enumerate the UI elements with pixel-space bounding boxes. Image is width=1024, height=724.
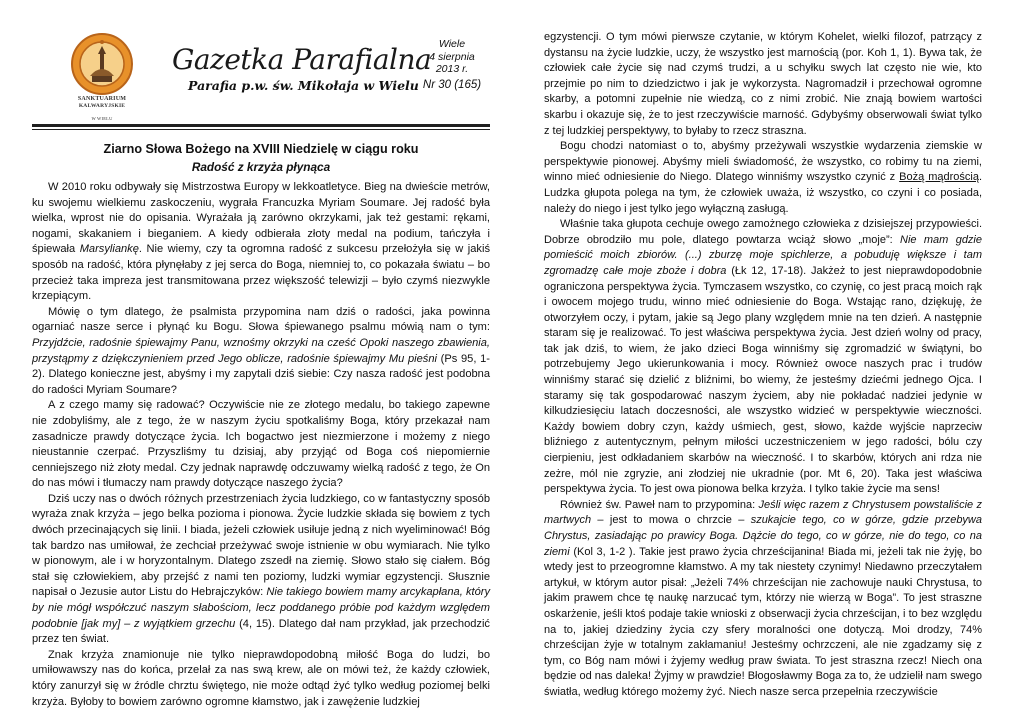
- right-column: [544, 30, 982, 701]
- logo-caption-line-3: W WIELU: [91, 116, 113, 121]
- issue-date: 4 sierpnia: [429, 50, 475, 63]
- article-subtitle: Radość z krzyża płynąca: [191, 160, 331, 174]
- paragraph-4: Dziś uczy nas o dwóch różnych przestrzeniach życia ludzkiego, co w fantastyczny sposób wyraża znak krzyża – jego belka pozioma i pionowa. Życie ludzkie składa się bowiem z tych dwóch przecinających się linii. I biada, jeżeli człowiek usiłuje jedną z nich wyeliminować! Bóg tak bardzo nas umiłował, że zechciał przeżywać swoje istnienie w obu wymiarach. Nie tylko w pionowym, ale i w horyzontalnym. Dlatego zszedł na ziemię. Słowo stało się ciałem. Bóg stał się człowiekiem, aby przejść z nami ten poziomy, ludzki wymiar egzystencji. Słusznie napisał o Jezusie autor Listu do Hebrajczyków: Nie takiego bowiem mamy arcykapłana, który by nie mógł współczuć naszym słabościom, lecz poddanego próbie pod każdym względem podobnie [jak my] – z wyjątkiem grzechu (4, 15). Dlatego dał nam przykład, jak przechodzić przez ten świat.: [32, 492, 490, 646]
- newsletter-title: Gazetka Parafialna: [172, 43, 432, 76]
- logo-caption-line-2: KALWARYJSKIE: [78, 103, 126, 109]
- issue-year: 2013 r.: [435, 63, 469, 75]
- header-rule-thick: [32, 124, 490, 127]
- issue-info: [414, 38, 490, 92]
- paragraph-6: egzystencji. O tym mówi pierwsze czytanie, w którym Kohelet, wielki filozof, patrzący z dystansu na życie ludzkie, uczy, że wszystko jest marnością (por. Koh 1, 1). Bywa tak, że człowiek całe życie się nad czymś trudzi, a u schyłku swych lat często nie wie, kto przejmie po nim to dziedzictwo i jak je wykorzysta. Nagromadził i przechował ogromne skarby, a potomni zupełnie nie wiedzą, co z nimi zrobić. Nie znają bowiem wartości skarbu i okazuje się, że to jest rzeczywiście marność. Gdybyśmy obserwowali świat tylko z tej ludzkiej perspektywy, to byłaby to rzecz straszna.: [544, 31, 982, 137]
- paragraph-9: Również św. Paweł nam to przypomina: Jeśli więc razem z Chrystusem powstaliście z martwych – jest to mowa o chrzcie – szukajcie tego, co w górze, gdzie przebywa Chrystus, zasiadając po prawicy Boga. Dążcie do tego, co w górze, nie do tego, co na ziemi (Kol 3, 1-2 ). Takie jest prawo życia chrześcijanina! Biada mi, jeżeli tak nie żyję, bo wtedy jest to przeogromne kłamstwo. A my tak niestety czynimy! Niedawno przeczytałem artykuł, w którym autor pisał: „Jeżeli 74% chrześcijan nie zachowuje nauki Chrystusa, to jakim prawem chce tę naukę narzucać tym, którzy nie wierzą w Boga”. To jest straszne oskarżenie, jeśli ktoś podaje takie wnioski z obserwacji życia chrześcijan, i to bez względu na to, jakiej dziedziny życia czy sfery moralności one dotyczą. Moi drodzy, 74% chrześcijan żyje w totalnym zakłamaniu! Jesteśmy ochrzczeni, ale nie zgadzamy się z tym, co Bóg nam mówi i żyjemy według praw świata. To jest straszna rzecz! Niech ona będzie od nas daleka! Żyjmy w prawdzie! Błogosławmy Boga za to, że udzielił nam swego światła, według którego możemy żyć. Niech nasze serca przepełnia rzeczywiście: [544, 498, 982, 698]
- parish-subtitle: Parafia p.w. św. Mikołaja w Wielu: [188, 78, 419, 93]
- left-column: [32, 30, 490, 710]
- paragraph-2: Mówię o tym dlatego, że psalmista przypomina nam dziś o radości, jaka powinna ogarniać nasze serce i płynąć ku Bogu. Słowa śpiewanego psalmu mówią nam o tym: Przyjdźcie, radośnie śpiewajmy Panu, wznośmy okrzyki na cześć Opoki naszego zbawienia, przystąpmy z dziękczynieniem przed Jego oblicze, radośnie śpiewajmy Mu pieśni (Ps 95, 1-2). Dlatego konieczne jest, abyśmy i my zapytali dziś siebie: Czy nasza radość jest podobna do radości Myriam Soumare?: [32, 305, 490, 396]
- title-block: [172, 43, 432, 93]
- article-title: Ziarno Słowa Bożego na XVIII Niedzielę w ciągu roku: [103, 142, 419, 156]
- logo-caption-line-1: SANKTUARIUM: [77, 96, 127, 102]
- sanctuary-emblem-icon: [66, 32, 138, 96]
- paragraph-7: Bogu chodzi natomiast o to, abyśmy przeżywali wszystkie wydarzenia ziemskie w perspektywie pionowej. Abyśmy mieli świadomość, że wszystko, co robimy tu na ziemi, winno mieć odniesienie do Niego. Dlatego winniśmy wszystko czynić z Bożą mądrością. Ludzka głupota polega na tym, że człowiek uważa, iż wszystko, co czyni i co posiada, należy do niego i jest tylko jego wyłączną zasługą.: [544, 140, 982, 215]
- paragraph-8: Właśnie taka głupota cechuje owego zamożnego człowieka z dzisiejszej przypowieści. Dobrze obrodziło mu pole, dlatego powtarza wciąż słowo „moje”: Nie mam gdzie pomieścić moich zbiorów. (...) zburzę moje spichlerze, a pobuduję większe i tam zgromadzę całe moje zboże i dobra (Łk 12, 17-18). Jakżeż to jest nieprawdopodobnie ograniczona perspektywa życia. Tymczasem wszystko, co czynię, co jest pracą moich rąk i owocem mojego trudu, winno mieć odniesienie do Boga. Wstając rano, dziękuję, że otworzyłem oczy, i pytam, jakie są Jego plany względem mnie na ten dzień. A następnie staram się je realizować. To jest właściwa perspektywa życia. Jest dzień wolny od pracy, tak jak dziś, to wiem, że jako dzieci Boga winniśmy się zgromadzić w świątyni, bo potrzebujemy Jego ukierunkowania i mocy. Również owoce naszych prac i trudów winniśmy starać się dzielić z bliźnimi, bo wiemy, że jesteśmy dziećmi jednego Ojca. I staramy się tak gospodarować naszym życiem, aby nie pokładać nadziei jedynie w kilkudziesięciu latach doczesności, ale wszystko widzieć w perspektywie wieczności. Każdy bowiem dobry czyn, każdy uśmiech, gest, słowo, każde wyjście naprzeciw bliźniego z autentycznym, pełnym miłości uczestniczeniem w jego radości, bólu czy cierpieniu, jest odkładaniem skarbów na wieczność. I to skarbów, których ani rdza nie zeżre, mól nie zgryzie, ani złodziej nie ukradnie (por. Mt 6, 20). Taka jest właściwa perspektywa życia. To jest owa pionowa belka krzyża. I tylko takie życie ma sens!: [544, 218, 982, 496]
- issue-number: Nr 30 (165): [422, 78, 482, 91]
- masthead: [32, 30, 490, 122]
- header-rule-thin: [32, 129, 490, 130]
- sanctuary-logo: [66, 32, 138, 121]
- paragraph-5: Znak krzyża znamionuje nie tylko nieprawdopodobną miłość Boga do ludzi, bo umiłowawszy nas do końca, przelał za nas swą krew, ale on mówi też, że każdy człowiek, który zanurzył się w źródle chrztu świętego, nie może odtąd żyć tylko według poziomej belki krzyża. Byłoby to bowiem zarówno ogromne kłamstwo, jak i zawężenie ludzkiej: [32, 648, 490, 708]
- paragraph-3: A z czego mamy się radować? Oczywiście nie ze złotego medalu, bo takiego zapewne nie zdobyliśmy, ale z tego, że w naszym życiu spotkaliśmy Boga, który przekazał nam zasadnicze prawdy dotyczące życia. Ich bogactwo jest niezmierzone i możemy z niego nieustannie czerpać. Przyszliśmy tu dzisiaj, aby przyjąć od Boga coś niepomiernie cenniejszego niż złoty medal. Czy jednak naprawdę odczuwamy wielką radość z tego, że On do nas mówi i tłumaczy nam prawdy dotyczące naszego życia?: [32, 399, 490, 490]
- issue-place: Wiele: [438, 38, 466, 50]
- paragraph-1: W 2010 roku odbywały się Mistrzostwa Europy w lekkoatletyce. Bieg na dwieście metrów, ku swojemu wielkiemu zaskoczeniu, wygrała Francuzka Myriam Soumare. Jej radość była wielka, wprost nie do opisania. Wyrażała ją zarówno okrzykami, jak też gestami: rękami, nogami, skakaniem i bieganiem. A kiedy odbierała złoty medal na podium, tańczyła i śpiewała Marsyliankę. Nie wiemy, czy ta ogromna radość z sukcesu przełożyła się w jakiś sposób na radość, która płynęłaby z jej serca do Boga, niemniej to, co pokazała światu – bo przecież taka impreza jest transmitowana przez większość telewizji – było czymś niezwykle krzepiącym.: [32, 181, 490, 303]
